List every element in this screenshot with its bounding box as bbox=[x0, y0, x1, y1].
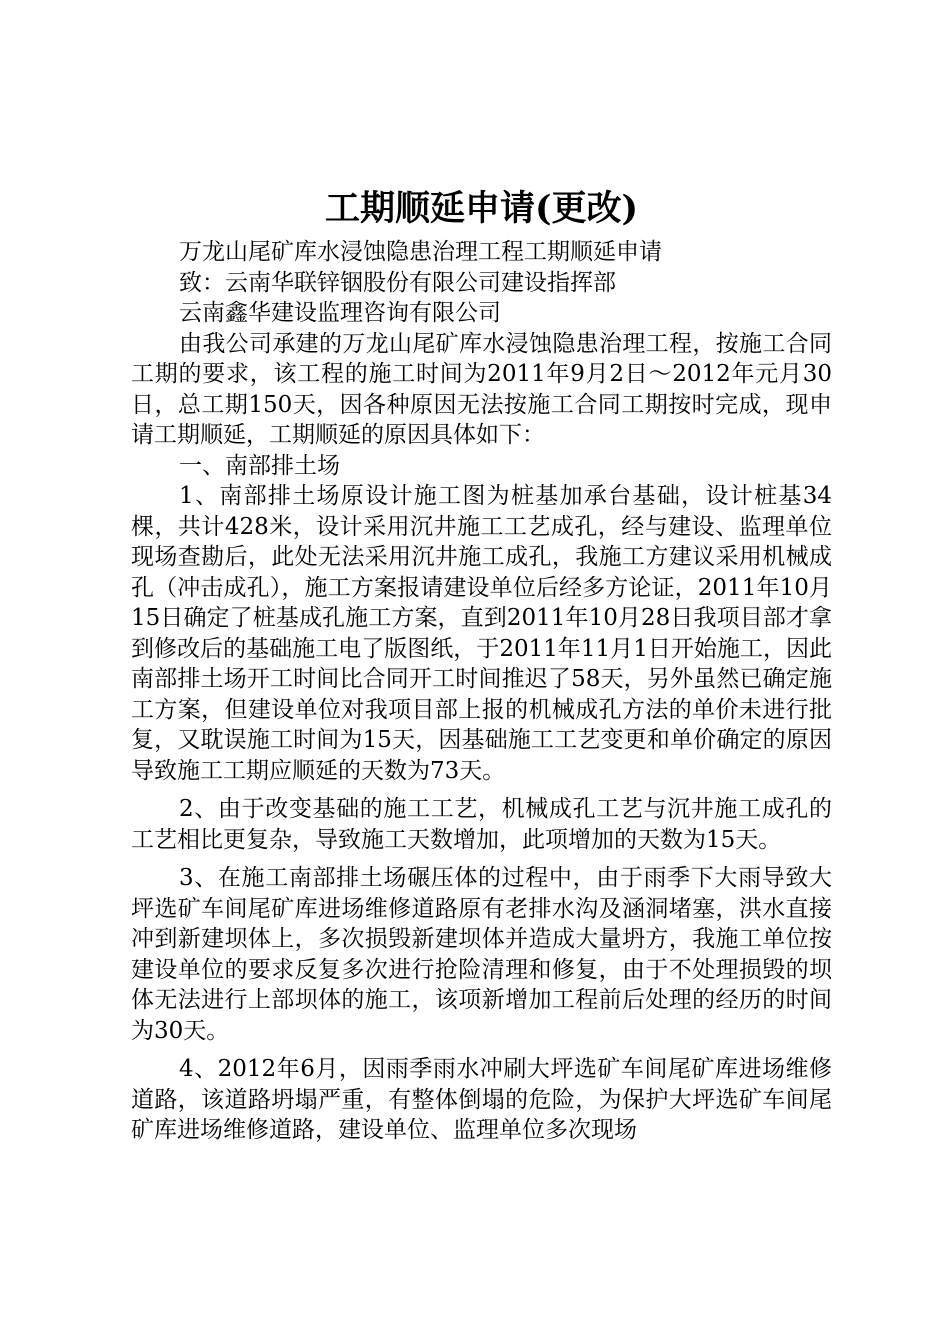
document-title: 工期顺延申请(更改) bbox=[324, 188, 639, 229]
subject-line: 万龙山尾矿库水浸蚀隐患治理工程工期顺延申请 bbox=[179, 239, 662, 265]
recipient-line: 致：云南华联锌铟股份有限公司建设指挥部 bbox=[179, 269, 616, 296]
reason-3-paragraph: 3、在施工南部排土场碾压体的过程中，由于雨季下大雨导致大坪选矿车间尾矿库进场维修道路原有老排水沟及涵洞堵塞，洪水直接冲到新建坝体上，多次损毁新建坝体并造成大量坍方，我施工单位按建设单位的要求反复多次进行抢险清理和修复，由于不处理损毁的坝体无法进行上部坝体的施工，该项新增加工程前后处理的经历的时间为30天。 bbox=[131, 865, 832, 1044]
document-body bbox=[131, 183, 832, 1146]
section-heading: 一、南部排土场 bbox=[179, 452, 340, 479]
intro-paragraph: 由我公司承建的万龙山尾矿库水浸蚀隐患治理工程，按施工合同工期的要求，该工程的施工时间为2011年9月2日～2012年元月30日，总工期150天，因各种原因无法按施工合同工期按时完成，现申请工期顺延，工期顺延的原因具体如下： bbox=[131, 330, 832, 448]
recipient-line-2: 云南鑫华建设监理咨询有限公司 bbox=[179, 300, 501, 326]
reason-1-paragraph: 1、南部排土场原设计施工图为桩基加承台基础，设计桩基34棵，共计428米，设计采用沉井施工工艺成孔，经与建设、监理单位现场查勘后，此处无法采用沉井施工成孔，我施工方建议采用机械成孔（冲击成孔），施工方案报请建设单位后经多方论证，2011年10月15日确定了桩基成孔施工方案，直到2011年10月28日我项目部才拿到修改后的基础施工电了版图纸，于2011年11月1日开始施工，因此南部排土场开工时间比合同开工时间推迟了58天，另外虽然已确定施工方案，但建设单位对我项目部上报的机械成孔方法的单价未进行批复，又耽误施工时间为15天，因基础施工工艺变更和单价确定的原因导致施工工期应顺延的天数为73天。 bbox=[131, 483, 832, 784]
reason-4-paragraph: 4、2012年6月，因雨季雨水冲刷大坪选矿车间尾矿库进场维修道路，该道路坍塌严重，有整体倒塌的危险，为保护大坪选矿车间尾矿库进场维修道路，建设单位、监理单位多次现场 bbox=[131, 1056, 832, 1143]
reason-2-paragraph: 2、由于改变基础的施工工艺，机械成孔工艺与沉井施工成孔的工艺相比更复杂，导致施工天数增加，此项增加的天数为15天。 bbox=[131, 796, 832, 853]
